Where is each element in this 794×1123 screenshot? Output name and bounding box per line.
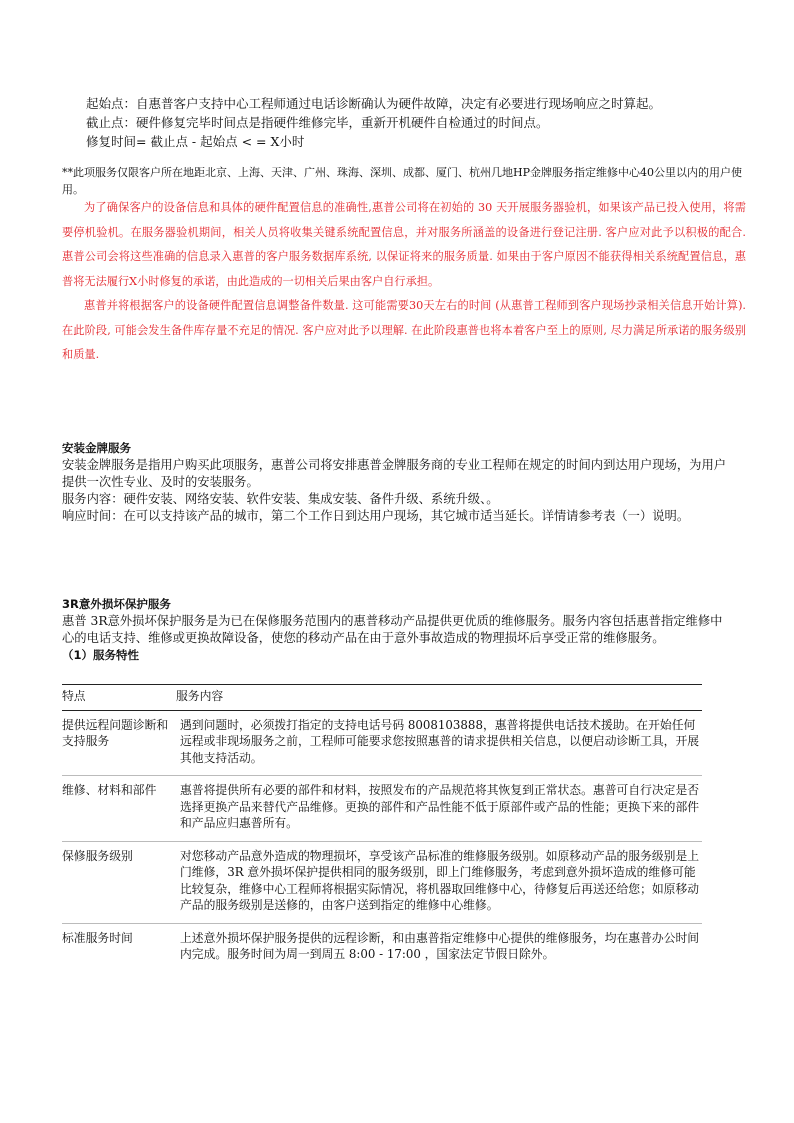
table-header-row (62, 685, 702, 711)
repair-time-definitions (86, 94, 661, 151)
section-subtitle: （1）服务特性 (62, 648, 140, 662)
install-response: 响应时间：在可以支持该产品的城市，第二个工作日到达用户现场，其它城市适当延长。详情请参考表（一）说明。 (62, 509, 690, 523)
table-row (62, 710, 702, 776)
accident-intro: 惠普 3R意外损坏保护服务是为已在保修服务范围内的惠普移动产品提供更优质的维修服务。服务内容包括惠普指定维修中心的电话支持、维修或更换故障设备，使您的移动产品在由于意外事故造成的物理损坏后享受正常的维修服务。 (62, 614, 723, 645)
header-content: 服务内容 (176, 685, 702, 711)
feature-cell: 保修服务级别 (62, 841, 176, 923)
install-gold-service-section (62, 440, 734, 525)
section-title: 3R意外损坏保护服务 (62, 597, 171, 611)
content-cell: 上述意外损坏保护服务提供的远程诊断，和由惠普指定维修中心提供的维修服务，均在惠普办公时间内完成。服务时间为周一到周五 8:00 - 17:00 ，国家法定节假日除外。 (180, 930, 700, 961)
install-intro: 安装金牌服务是指用户购买此项服务，惠普公司将安排惠普金牌服务商的专业工程师在规定的时间内到达用户现场，为用户提供一次性专业、及时的安装服务。 (62, 458, 727, 489)
coverage-note: **此项服务仅限客户所在地距北京、上海、天津、广州、珠海、深圳、成都、厦门、杭州几地HP金牌服务指定维修中心40公里以内的用户使用。 (62, 166, 742, 196)
table-row (62, 776, 702, 842)
service-features-table (62, 684, 702, 972)
feature-cell: 标准服务时间 (62, 930, 133, 945)
validation-paragraph-2: 惠普并将根据客户的设备硬件配置信息调整备件数量. 这可能需要30天左右的时间 (从惠普工程师到客户现场抄录相关信息开始计算). 在此阶段, 可能会发生备件库存量不充足的情况. 客户应对此予以理解. 在此阶段惠普也将本着客户至上的原则, 尽力满足所承诺的服务级别和质量. (62, 299, 746, 361)
feature-cell: 提供远程问题诊断和支持服务 (62, 710, 176, 776)
table-row (62, 923, 702, 972)
content-cell: 对您移动产品意外造成的物理损坏，享受该产品标准的维修服务级别。如原移动产品的服务级别是上门维修，3R 意外损坏保护提供相同的服务级别，即上门维修服务，考虑到意外损坏造成的维修可能比较复杂，维修中心工程师将根据实际情况，将机器取回维修中心，待修复后再送还给您；如原移动产品的服务级别是送修的，由客户送到指定的维修中心维修。 (176, 841, 702, 923)
accident-protection-section (62, 596, 734, 664)
install-content: 服务内容：硬件安装、网络安装、软件安装、集成安装、备件升级、系统升级、。 (62, 492, 499, 506)
start-point-text: 起始点：自惠普客户支持中心工程师通过电话诊断确认为硬件故障，决定有必要进行现场响应之时算起。 (86, 96, 662, 111)
content-cell: 遇到问题时，必须拨打指定的支持电话号码 8008103888，惠普将提供电话技术援助。在开始任何远程或非现场服务之前，工程师可能要求您按照惠普的请求提供相关信息，以便启动诊断工具，开展其他支持活动。 (176, 710, 702, 776)
validation-paragraph-1: 为了确保客户的设备信息和具体的硬件配置信息的准确性,惠普公司将在初始的 30 天开展服务器验机，如果该产品已投入使用，将需要停机验机。在服务器验机期间，相关人员将收集关键系统配置信息，并对服务所涵盖的设备进行登记注册. 客户应对此予以积极的配合. 惠普公司会将这些准确的信息录入惠普的客户服务数据库系统, 以保证将来的服务质量. 如果由于客户原因不能获得相关系统配置信息，惠普将无法履行X小时修复的承诺，由此造成的一切相关后果由客户自行承担。 (62, 201, 746, 288)
end-point-text: 截止点：硬件修复完毕时间点是指硬件维修完毕，重新开机硬件自检通过的时间点。 (86, 115, 549, 130)
header-feature: 特点 (62, 685, 176, 711)
feature-cell: 维修、材料和部件 (62, 776, 176, 842)
section-title: 安装金牌服务 (62, 441, 131, 455)
validation-notice (62, 196, 746, 368)
content-cell: 惠普将提供所有必要的部件和材料，按照发布的产品规范将其恢复到正常状态。惠普可自行决定是否选择更换产品来替代产品维修。更换的部件和产品性能不低于原部件或产品的性能；更换下来的部件和产品应归惠普所有。 (176, 776, 702, 842)
table-row (62, 841, 702, 923)
repair-time-formula: 修复时间= 截止点 - 起始点 < = X小时 (86, 134, 305, 149)
